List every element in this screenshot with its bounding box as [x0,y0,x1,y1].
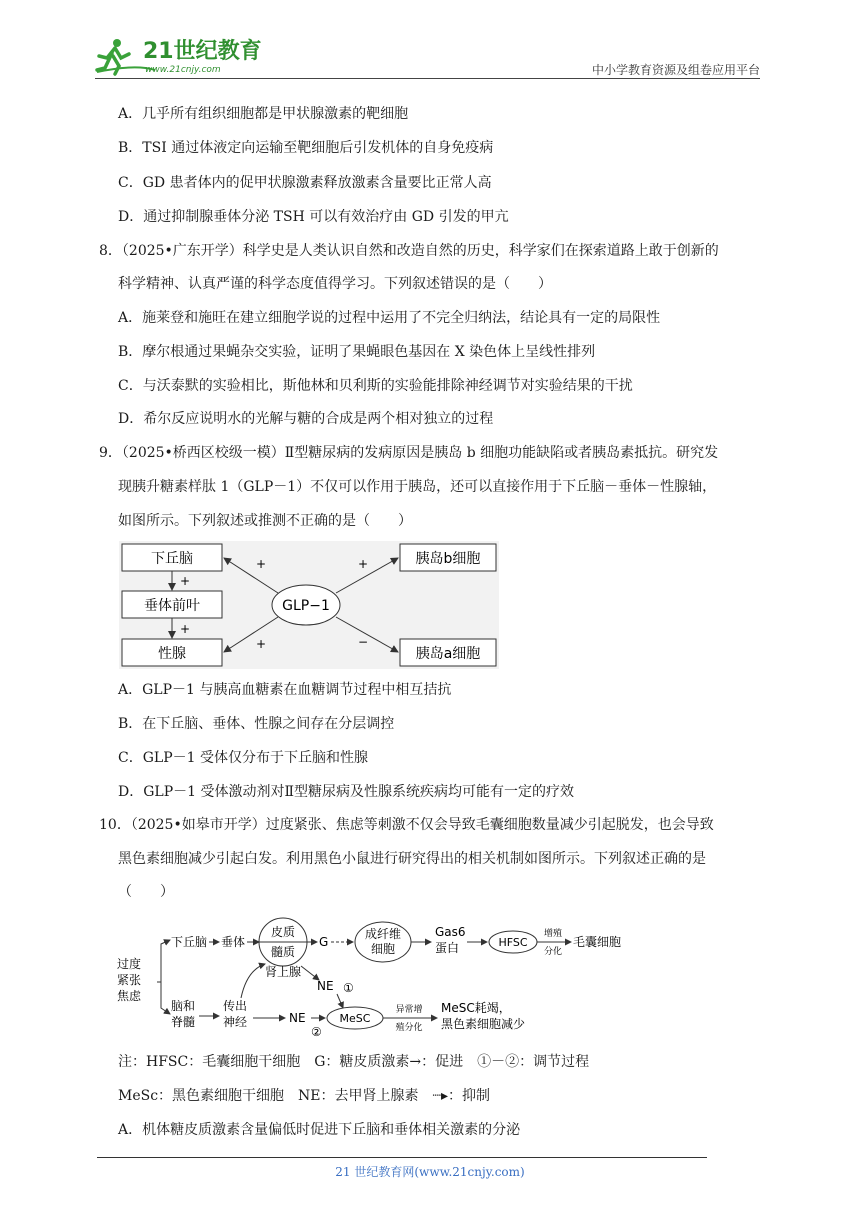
q7-option-d: D．通过抑制腺垂体分泌 TSH 可以有效治疗由 GD 引发的甲亢 [118,209,509,225]
label-stress3: 焦虑 [117,989,142,1003]
logo-text: 21世纪教育 [143,39,262,64]
footer-text: 21 世纪教育网(www.21cnjy.com) [335,1165,525,1179]
label-nerve2: 神经 [223,1015,248,1029]
label-g: G [319,935,329,949]
q7-option-b: B．TSI 通过体液定向运输至靶细胞后引发机体的自身免疫病 [118,140,494,156]
label-brain1: 脑和 [171,999,196,1013]
label-fibro2: 细胞 [370,942,396,956]
q9-stem-line2: 现胰升糖素样肽 1（GLP－1）不仅可以作用于胰岛，还可以直接作用于下丘脑－垂体－性腺轴， [118,479,717,495]
label-adrenal: 肾上腺 [264,965,302,979]
label-fibro1: 成纤维 [364,927,402,941]
label-glp1: GLP−1 [282,598,330,614]
label-beta: 胰岛b细胞 [415,551,481,567]
q8-option-b: B．摩尔根通过果蝇杂交实验，证明了果蝇眼色基因在 X 染色体上呈线性排列 [118,344,596,360]
label-circle1: ① [343,981,354,995]
header-right-text: 中小学教育资源及组卷应用平台 [591,63,760,77]
q10-stem-line2: 黑色素细胞减少引起白发。利用黑色小鼠进行研究得出的相关机制如图所示。下列叙述正确的是 [118,851,706,867]
q9-stem-line1: 9．（2025•桥西区校级一模）Ⅱ型糖尿病的发病原因是胰岛 b 细胞功能缺陷或者胰岛素抵抗。研究发 [99,445,719,461]
label-hfsc: HFSC [498,936,528,949]
label-medulla: 髓质 [270,945,296,959]
label-stress1: 过度 [117,957,142,971]
label-gonad: 性腺 [158,646,186,662]
q10-stem-line3: （ ） [118,884,174,900]
q10-stem-line1: 10．（2025•如皋市开学）过度紧张、焦虑等刺激不仅会导致毛囊细胞数量减少引起脱发，也会导致 [99,817,714,833]
label-hypothalamus-q10: 下丘脑 [171,935,208,949]
label-circle2: ② [311,1025,322,1039]
q8-option-a: A．施莱登和施旺在建立细胞学说的过程中运用了不完全归纳法，结论具有一定的局限性 [118,310,661,326]
label-ne1: NE [317,979,334,993]
q8-stem-line2: 科学精神、认真严谨的科学态度值得学习。下列叙述错误的是（ ） [118,276,552,292]
q8-stem-line1: 8．（2025•广东开学）科学史是人类认识自然和改造自然的历史，科学家们在探索道路上敢于创新的 [99,243,719,259]
label-ne2: NE [289,1011,306,1025]
label-hair-cell: 毛囊细胞 [573,935,622,949]
label-prolif2: 分化 [543,947,563,957]
label-hypothalamus: 下丘脑 [151,551,193,567]
q8-option-d: D．希尔反应说明水的光解与糖的合成是两个相对独立的过程 [118,411,494,427]
glp1-diagram [118,540,500,670]
plus-5: + [358,557,369,571]
q7-option-a: A．几乎所有组织细胞都是甲状腺激素的靶细胞 [118,106,409,122]
plus-3: + [256,557,267,571]
page-header [95,34,760,80]
q10-note-line1: 注：HFSC：毛囊细胞干细胞 G：糖皮质激素→：促进 ①－②：调节过程 [118,1054,590,1070]
label-pituitary-q10: 垂体 [221,935,246,949]
label-alpha: 胰岛a细胞 [415,646,481,662]
q9-option-d: D．GLP－1 受体激动剂对Ⅱ型糖尿病及性腺系统疾病均可能有一定的疗效 [118,784,574,800]
q9-option-c: C．GLP－1 受体仅分布于下丘脑和性腺 [118,750,368,766]
q10-option-a: A．机体糖皮质激素含量偏低时促进下丘脑和垂体相关激素的分泌 [118,1122,521,1138]
plus-1: + [180,574,191,588]
q9-stem-line3: 如图所示。下列叙述或推测不正确的是（ ） [118,513,412,529]
label-cortex: 皮质 [270,925,296,939]
label-gas6: Gas6 [435,925,466,939]
q8-option-c: C．与沃泰默的实验相比，斯他林和贝利斯的实验能排除神经调节对实验结果的干扰 [118,378,633,394]
plus-4: + [256,637,267,651]
plus-2: + [180,622,191,636]
label-stress2: 紧张 [117,973,142,987]
header-divider [95,78,760,79]
footer-divider [97,1157,707,1158]
label-abn1: 异常增 [395,1005,423,1015]
minus-1: − [358,635,369,649]
q9-option-b: B．在下丘脑、垂体、性腺之间存在分层调控 [118,716,395,732]
label-mesc: MeSC [339,1012,371,1025]
label-protein: 蛋白 [435,941,460,955]
label-result2: 黑色素细胞减少 [441,1017,526,1031]
label-prolif1: 增殖 [543,929,563,939]
label-result1: MeSC耗竭， [441,1001,511,1015]
label-abn2: 殖分化 [395,1023,423,1033]
q10-note-line2: MeSc：黑色素细胞干细胞 NE：去甲肾上腺素 ┈▸：抑制 [118,1088,490,1104]
logo [95,34,265,78]
label-nerve1: 传出 [223,999,248,1013]
label-brain2: 脊髓 [171,1015,196,1029]
q7-option-c: C．GD 患者体内的促甲状腺激素释放激素含量要比正常人高 [118,175,492,191]
stress-diagram [115,912,635,1042]
q9-option-a: A．GLP－1 与胰高血糖素在血糖调节过程中相互拮抗 [118,682,452,698]
logo-url: www.21cnjy.com [145,65,221,75]
label-pituitary: 垂体前叶 [144,598,200,614]
